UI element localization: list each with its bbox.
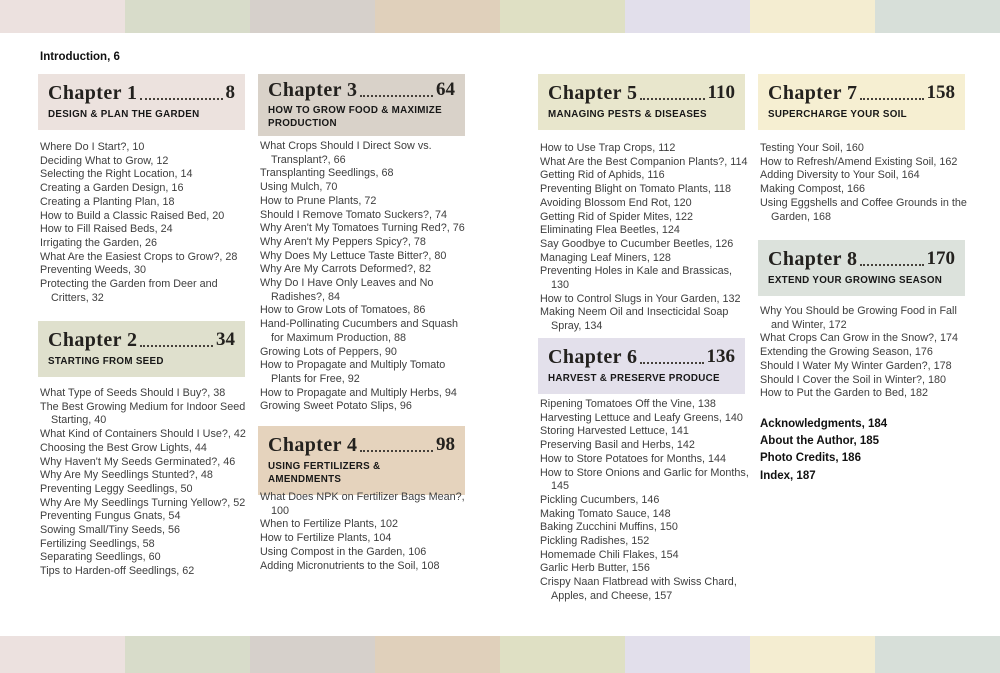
chapter-4-toc-list xyxy=(260,491,472,573)
chapter-1-toc-list xyxy=(40,141,252,305)
chapter-1-subtitle: DESIGN & PLAN THE GARDEN xyxy=(48,109,200,120)
chapter-8-toc-list xyxy=(760,305,972,401)
dot-leader xyxy=(860,264,923,266)
chapter-3-subtitle: HOW TO GROW FOOD & MAXIMIZE PRODUCTION xyxy=(268,105,442,129)
chapter-3-toc-list xyxy=(260,140,472,414)
toc-entry: Making Compost, 166 xyxy=(760,183,866,196)
chapter-7-subtitle: SUPERCHARGE YOUR SOIL xyxy=(768,109,907,120)
dot-leader xyxy=(640,362,703,364)
chapter-4-header xyxy=(258,426,465,495)
toc-entry: When to Fertilize Plants, 102 xyxy=(260,518,399,531)
toc-entry: How to Propagate and Multiply Tomato Plants for Free, 92 xyxy=(260,359,446,385)
toc-entry: How to Build a Classic Raised Bed, 20 xyxy=(40,209,225,222)
toc-entry: How to Fertilize Plants, 104 xyxy=(260,532,392,545)
toc-entry: Fertilizing Seedlings, 58 xyxy=(40,537,155,550)
toc-entry: Acknowledgments, 184 xyxy=(760,418,888,430)
chapter-2-title-row xyxy=(48,329,235,351)
chapter-7-header xyxy=(758,74,965,130)
toc-entry: Making Neem Oil and Insecticidal Soap Spray, 134 xyxy=(540,306,729,333)
toc-entry: How to Grow Lots of Tomatoes, 86 xyxy=(260,304,426,317)
toc-entry: Why Do I Have Only Leaves and No Radishes?, 84 xyxy=(260,277,434,303)
stripe-block xyxy=(500,636,625,673)
toc-entry: Growing Lots of Peppers, 90 xyxy=(260,345,397,358)
chapter-5-header xyxy=(538,74,745,130)
chapter-4-title-row xyxy=(268,434,455,456)
toc-entry: Managing Leaf Miners, 128 xyxy=(540,251,671,264)
stripe-block xyxy=(0,636,125,673)
toc-entry: Why You Should be Growing Food in Fall and Winter, 172 xyxy=(760,305,957,331)
toc-entry: How to Store Potatoes for Months, 144 xyxy=(540,452,727,465)
chapter-2-title: Chapter 2 xyxy=(48,329,138,351)
chapter-1-header xyxy=(38,74,245,130)
toc-entry: Ripening Tomatoes Off the Vine, 138 xyxy=(540,398,716,410)
toc-entry: Sowing Small/Tiny Seeds, 56 xyxy=(40,524,181,537)
chapter-5-toc-list xyxy=(540,142,752,334)
toc-entry: Should I Cover the Soil in Winter?, 180 xyxy=(760,373,947,386)
top-color-stripe xyxy=(0,0,1000,33)
stripe-block xyxy=(250,0,375,33)
toc-entry: Crispy Naan Flatbread with Swiss Chard, Apples, and Cheese, 157 xyxy=(540,576,737,602)
toc-entry: Transplanting Seedlings, 68 xyxy=(260,167,394,180)
toc-entry: Preventing Fungus Gnats, 54 xyxy=(40,510,181,523)
dot-leader xyxy=(140,345,213,347)
toc-entry: What Type of Seeds Should I Buy?, 38 xyxy=(40,387,226,399)
toc-entry: Preventing Leggy Seedlings, 50 xyxy=(40,482,193,495)
toc-entry: Preventing Holes in Kale and Brassicas, 130 xyxy=(540,265,733,292)
toc-entry: Preventing Weeds, 30 xyxy=(40,264,147,277)
toc-entry: Preserving Basil and Herbs, 142 xyxy=(540,439,695,452)
toc-entry: What Does NPK on Fertilizer Bags Mean?, 100 xyxy=(260,491,465,517)
bottom-color-stripe xyxy=(0,636,1000,673)
chapter-7-toc-list xyxy=(760,142,972,224)
chapter-8-page-number: 170 xyxy=(926,248,955,269)
toc-entry: Pickling Cucumbers, 146 xyxy=(540,493,660,506)
chapter-6-toc-list xyxy=(540,398,752,604)
toc-entry: Eliminating Flea Beetles, 124 xyxy=(540,224,680,237)
stripe-block xyxy=(375,0,500,33)
chapter-5-title: Chapter 5 xyxy=(548,82,638,104)
dot-leader xyxy=(860,98,923,100)
toc-entry: Separating Seedlings, 60 xyxy=(40,551,161,564)
toc-entry: Using Mulch, 70 xyxy=(260,181,338,194)
stripe-block xyxy=(625,636,750,673)
toc-entry: Baking Zucchini Muffins, 150 xyxy=(540,521,678,534)
chapter-5-title-row xyxy=(548,82,735,104)
chapter-1-page-number: 8 xyxy=(225,82,235,103)
chapter-6-header xyxy=(538,338,745,394)
toc-entry: Growing Sweet Potato Slips, 96 xyxy=(260,400,412,413)
stripe-block xyxy=(875,636,1000,673)
toc-entry: Homemade Chili Flakes, 154 xyxy=(540,548,679,561)
stripe-block xyxy=(500,0,625,33)
backmatter-list xyxy=(760,416,887,485)
toc-entry: Why Are My Carrots Deformed?, 82 xyxy=(260,263,432,276)
toc-entry: Why Does My Lettuce Taste Bitter?, 80 xyxy=(260,249,447,262)
toc-entry: Why Are My Seedlings Stunted?, 48 xyxy=(40,469,213,482)
stripe-block xyxy=(625,0,750,33)
chapter-4-subtitle: USING FERTILIZERS & AMENDMENTS xyxy=(268,461,381,485)
chapter-2-toc-list xyxy=(40,387,252,579)
toc-entry: Selecting the Right Location, 14 xyxy=(40,168,193,181)
toc-entry: How to Store Onions and Garlic for Months, 145 xyxy=(540,466,749,493)
toc-entry: Where Do I Start?, 10 xyxy=(40,141,145,153)
stripe-block xyxy=(875,0,1000,33)
toc-entry: Using Compost in the Garden, 106 xyxy=(260,545,427,558)
chapter-8-title: Chapter 8 xyxy=(768,248,858,270)
chapter-6-subtitle: HARVEST & PRESERVE PRODUCE xyxy=(548,373,720,384)
chapter-2-page-number: 34 xyxy=(216,329,235,350)
toc-entry: Tips to Harden-off Seedlings, 62 xyxy=(40,565,195,578)
chapter-6-title-row xyxy=(548,346,735,368)
toc-entry: Extending the Growing Season, 176 xyxy=(760,346,933,359)
chapter-7-title-row xyxy=(768,82,955,104)
toc-entry: Why Aren't My Peppers Spicy?, 78 xyxy=(260,235,426,248)
stripe-block xyxy=(0,0,125,33)
toc-entry: What Are the Best Companion Plants?, 114 xyxy=(540,155,748,168)
chapter-2-header xyxy=(38,321,245,377)
toc-entry: Hand-Pollinating Cucumbers and Squash for Maximum Production, 88 xyxy=(260,318,459,344)
toc-entry: Deciding What to Grow, 12 xyxy=(40,154,169,167)
toc-entry: What Crops Can Grow in the Snow?, 174 xyxy=(760,332,959,345)
introduction-entry: Introduction, 6 xyxy=(40,51,120,63)
toc-entry: Harvesting Lettuce and Leafy Greens, 140 xyxy=(540,411,743,424)
chapter-3-page-number: 64 xyxy=(436,79,455,100)
toc-entry: Protecting the Garden from Deer and Critters, 32 xyxy=(40,278,218,304)
toc-entry: About the Author, 185 xyxy=(760,435,880,448)
toc-entry: Getting Rid of Spider Mites, 122 xyxy=(540,210,694,223)
toc-entry: Avoiding Blossom End Rot, 120 xyxy=(540,196,692,209)
toc-entry: Irrigating the Garden, 26 xyxy=(40,236,158,249)
toc-entry: What Are the Easiest Crops to Grow?, 28 xyxy=(40,250,238,263)
toc-entry: Making Tomato Sauce, 148 xyxy=(540,507,671,520)
toc-entry: Pickling Radishes, 152 xyxy=(540,535,650,548)
chapter-1-title: Chapter 1 xyxy=(48,82,138,104)
toc-entry: Getting Rid of Aphids, 116 xyxy=(540,169,665,182)
toc-entry: Creating a Planting Plan, 18 xyxy=(40,195,175,208)
toc-entry: What Kind of Containers Should I Use?, 42 xyxy=(40,428,246,441)
chapter-7-title: Chapter 7 xyxy=(768,82,858,104)
toc-entry: How to Propagate and Multiply Herbs, 94 xyxy=(260,386,457,399)
dot-leader xyxy=(360,95,433,97)
stripe-block xyxy=(125,0,250,33)
toc-entry: How to Put the Garden to Bed, 182 xyxy=(760,387,929,400)
toc-entry: Should I Water My Winter Garden?, 178 xyxy=(760,359,952,372)
chapter-4-page-number: 98 xyxy=(436,434,455,455)
toc-entry: Testing Your Soil, 160 xyxy=(760,142,864,154)
chapter-5-subtitle: MANAGING PESTS & DISEASES xyxy=(548,109,707,120)
toc-entry: Why Are My Seedlings Turning Yellow?, 52 xyxy=(40,496,246,509)
dot-leader xyxy=(360,450,433,452)
chapter-8-header xyxy=(758,240,965,296)
chapter-2-subtitle: STARTING FROM SEED xyxy=(48,356,164,367)
toc-entry: Storing Harvested Lettuce, 141 xyxy=(540,425,689,438)
stripe-block xyxy=(750,0,875,33)
toc-entry: Creating a Garden Design, 16 xyxy=(40,182,184,195)
toc-entry: Adding Diversity to Your Soil, 164 xyxy=(760,169,920,182)
toc-entry: Why Aren't My Tomatoes Turning Red?, 76 xyxy=(260,222,465,235)
toc-entry: The Best Growing Medium for Indoor Seed Starting, 40 xyxy=(40,400,246,427)
chapter-5-page-number: 110 xyxy=(707,82,735,103)
chapter-3-header xyxy=(258,74,465,136)
toc-entry: How to Prune Plants, 72 xyxy=(260,194,377,207)
toc-entry: Garlic Herb Butter, 156 xyxy=(540,562,650,575)
toc-entry: Index, 187 xyxy=(760,469,816,482)
toc-entry: What Crops Should I Direct Sow vs. Transplant?, 66 xyxy=(260,140,432,166)
chapter-7-page-number: 158 xyxy=(926,82,955,103)
chapter-4-title: Chapter 4 xyxy=(268,434,358,456)
dot-leader xyxy=(640,98,704,100)
toc-entry: Adding Micronutrients to the Soil, 108 xyxy=(260,559,440,572)
chapter-6-title: Chapter 6 xyxy=(548,346,638,368)
chapter-8-subtitle: EXTEND YOUR GROWING SEASON xyxy=(768,275,943,286)
chapter-8-title-row xyxy=(768,248,955,270)
toc-entry: Say Goodbye to Cucumber Beetles, 126 xyxy=(540,237,734,250)
stripe-block xyxy=(250,636,375,673)
chapter-1-title-row xyxy=(48,82,235,104)
chapter-3-title: Chapter 3 xyxy=(268,79,358,101)
toc-entry: How to Use Trap Crops, 112 xyxy=(540,142,676,154)
toc-entry: How to Fill Raised Beds, 24 xyxy=(40,223,173,236)
dot-leader xyxy=(140,98,222,100)
toc-entry: Should I Remove Tomato Suckers?, 74 xyxy=(260,208,448,221)
stripe-block xyxy=(375,636,500,673)
toc-entry: Choosing the Best Grow Lights, 44 xyxy=(40,441,207,454)
chapter-6-page-number: 136 xyxy=(706,346,735,367)
toc-entry: Preventing Blight on Tomato Plants, 118 xyxy=(540,183,732,196)
toc-entry: Photo Credits, 186 xyxy=(760,452,861,465)
toc-entry: Why Haven't My Seeds Germinated?, 46 xyxy=(40,455,236,468)
stripe-block xyxy=(125,636,250,673)
toc-entry: How to Refresh/Amend Existing Soil, 162 xyxy=(760,155,958,168)
chapter-3-title-row xyxy=(268,79,455,101)
toc-entry: Using Eggshells and Coffee Grounds in the Garden, 168 xyxy=(760,196,967,223)
stripe-block xyxy=(750,636,875,673)
toc-entry: How to Control Slugs in Your Garden, 132 xyxy=(540,292,741,305)
